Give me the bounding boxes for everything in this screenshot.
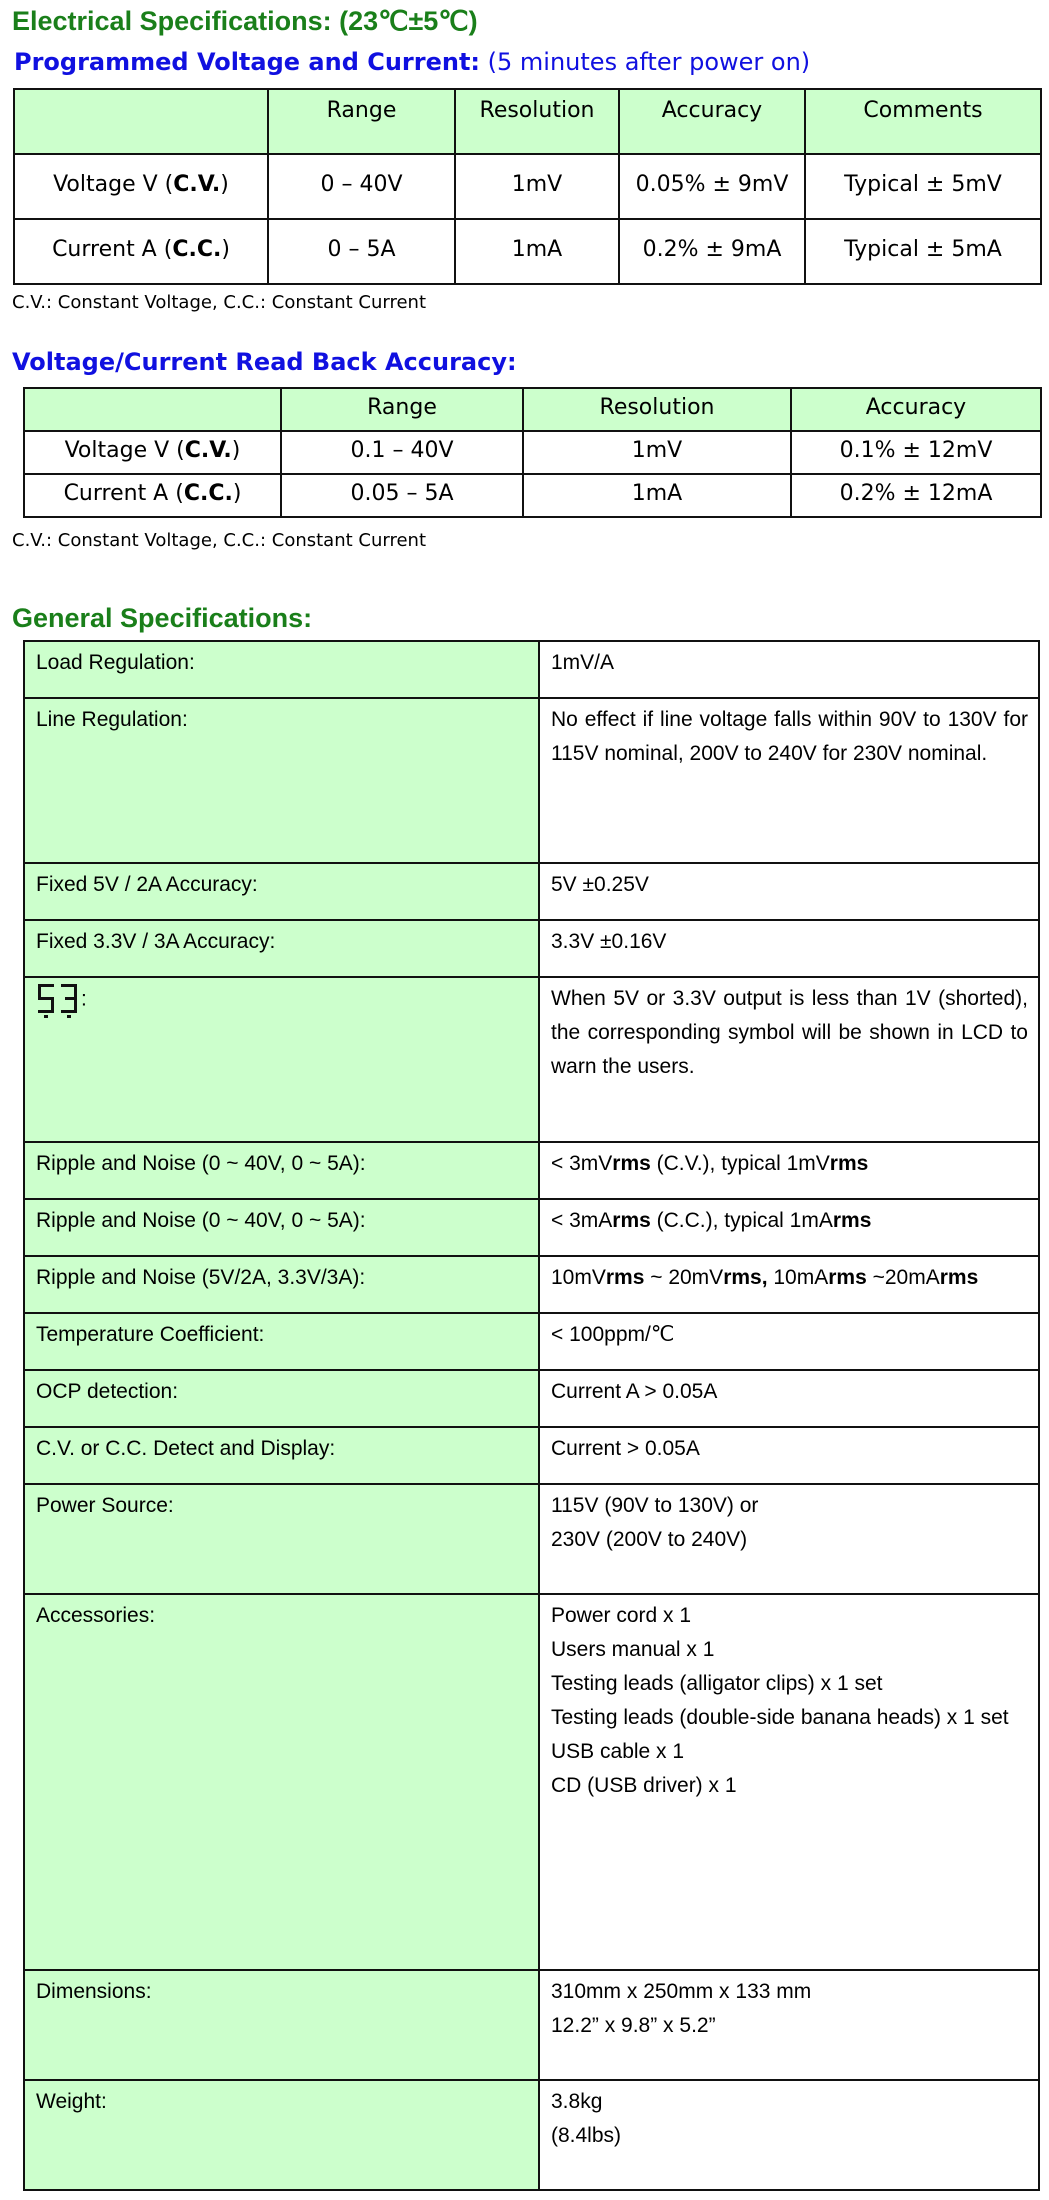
spec-value — [539, 1370, 1039, 1427]
spec-label-text: Ripple and Noise (5V/2A, 3.3V/3A): — [36, 1266, 366, 1289]
spec-label — [24, 1256, 539, 1313]
table-row — [14, 154, 1041, 219]
spec-label-text: Fixed 3.3V / 3A Accuracy: — [36, 930, 276, 953]
header-cell: Resolution — [523, 388, 791, 431]
spec-value-line: 115V (90V to 130V) or — [551, 1494, 759, 1517]
resolution-cell: 1mV — [523, 431, 791, 474]
row-label: Current A (C.C.) — [14, 219, 268, 284]
range-cell: 0 – 5A — [268, 219, 455, 284]
table-header-row — [14, 89, 1041, 154]
spec-label — [24, 1427, 539, 1484]
spec-value-line: 3.8kg — [551, 2090, 603, 2113]
resolution-cell: 1mA — [523, 474, 791, 517]
spec-value — [539, 1427, 1039, 1484]
readback-heading: Voltage/Current Read Back Accuracy: — [12, 348, 517, 376]
spec-value — [539, 1313, 1039, 1370]
resolution-cell: 1mV — [455, 154, 619, 219]
spec-label — [24, 698, 539, 863]
table-row — [24, 1313, 1039, 1370]
spec-label — [24, 1484, 539, 1594]
range-cell: 0.1 – 40V — [281, 431, 523, 474]
spec-value-line: Testing leads (alligator clips) x 1 set — [551, 1672, 883, 1695]
table-row — [24, 2080, 1039, 2190]
accuracy-cell: 0.2% ± 12mA — [791, 474, 1041, 517]
table-row — [24, 474, 1041, 517]
spec-value — [539, 977, 1039, 1142]
row-label: Voltage V (C.V.) — [14, 154, 268, 219]
programmed-footnote: C.V.: Constant Voltage, C.C.: Constant Current — [12, 292, 427, 313]
table-row — [24, 1142, 1039, 1199]
range-cell: 0.05 – 5A — [281, 474, 523, 517]
electrical-spec-heading: Electrical Specifications: (23℃±5℃) — [12, 6, 478, 36]
spec-label — [24, 1313, 539, 1370]
spec-value — [539, 1484, 1039, 1594]
spec-label — [24, 977, 539, 1142]
spec-value — [539, 1199, 1039, 1256]
spec-value-text: 3.3V ±0.16V — [551, 930, 667, 953]
spec-label-text: Fixed 5V / 2A Accuracy: — [36, 873, 258, 896]
table-row — [24, 977, 1039, 1142]
header-cell: Accuracy — [619, 89, 805, 154]
spec-value-text: Current A > 0.05A — [551, 1380, 718, 1403]
header-cell: Range — [268, 89, 455, 154]
spec-label-text: Dimensions: — [36, 1980, 152, 2003]
header-cell — [14, 89, 268, 154]
spec-value-text: 10mVrms ~ 20mVrms, 10mArms ~20mArms — [551, 1266, 979, 1289]
accuracy-cell: 0.2% ± 9mA — [619, 219, 805, 284]
spec-label — [24, 1199, 539, 1256]
spec-value — [539, 641, 1039, 698]
spec-label-text: OCP detection: — [36, 1380, 179, 1403]
spec-value-line: Testing leads (double-side banana heads) x 1 set — [551, 1706, 1009, 1729]
table-row — [24, 1594, 1039, 1970]
general-spec-table — [23, 640, 1040, 2191]
range-cell: 0 – 40V — [268, 154, 455, 219]
spec-label — [24, 1370, 539, 1427]
spec-label — [24, 920, 539, 977]
spec-label-text: Temperature Coefficient: — [36, 1323, 265, 1346]
spec-label — [24, 2080, 539, 2190]
spec-label-text: : — [81, 987, 87, 1011]
table-row — [24, 698, 1039, 863]
spec-label-text: Ripple and Noise (0 ~ 40V, 0 ~ 5A): — [36, 1152, 366, 1175]
programmed-heading-rest: (5 minutes after power on) — [480, 48, 811, 76]
spec-label-text: Power Source: — [36, 1494, 174, 1517]
table-row — [24, 1199, 1039, 1256]
readback-spec-table — [23, 387, 1042, 518]
table-row — [24, 863, 1039, 920]
table-row — [24, 1427, 1039, 1484]
header-cell: Range — [281, 388, 523, 431]
lcd-5-3-symbol-icon — [36, 982, 79, 1018]
accuracy-cell: 0.05% ± 9mV — [619, 154, 805, 219]
row-label: Voltage V (C.V.) — [24, 431, 281, 474]
table-row — [14, 219, 1041, 284]
spec-label — [24, 1594, 539, 1970]
spec-value-text: No effect if line voltage falls within 90V to 130V for 115V nominal, 200V to 240V for 230V nominal. — [551, 708, 1028, 765]
spec-label-text: Ripple and Noise (0 ~ 40V, 0 ~ 5A): — [36, 1209, 366, 1232]
spec-value-line: 310mm x 250mm x 133 mm — [551, 1980, 812, 2003]
programmed-heading — [14, 48, 810, 76]
spec-label — [24, 1142, 539, 1199]
spec-value-line: CD (USB driver) x 1 — [551, 1774, 737, 1797]
programmed-spec-table — [13, 88, 1042, 285]
spec-value-line: Users manual x 1 — [551, 1638, 715, 1661]
spec-label-text: Weight: — [36, 2090, 107, 2113]
spec-value-line: USB cable x 1 — [551, 1740, 685, 1763]
comments-cell: Typical ± 5mV — [805, 154, 1041, 219]
spec-value-text: < 100ppm/℃ — [551, 1323, 675, 1346]
spec-value — [539, 1970, 1039, 2080]
spec-value — [539, 920, 1039, 977]
table-row — [24, 1370, 1039, 1427]
table-row — [24, 641, 1039, 698]
spec-label — [24, 1970, 539, 2080]
spec-label — [24, 863, 539, 920]
spec-value-text: 5V ±0.25V — [551, 873, 649, 896]
spec-value — [539, 1256, 1039, 1313]
spec-value — [539, 1594, 1039, 1970]
spec-value — [539, 2080, 1039, 2190]
programmed-heading-bold: Programmed Voltage and Current: — [14, 48, 481, 76]
table-row — [24, 1256, 1039, 1313]
spec-value — [539, 698, 1039, 863]
header-cell: Resolution — [455, 89, 619, 154]
header-cell — [24, 388, 281, 431]
general-spec-heading: General Specifications: — [12, 603, 313, 633]
spec-value-line: Power cord x 1 — [551, 1604, 692, 1627]
spec-value — [539, 1142, 1039, 1199]
table-row — [24, 1970, 1039, 2080]
spec-label-text: Accessories: — [36, 1604, 156, 1627]
accuracy-cell: 0.1% ± 12mV — [791, 431, 1041, 474]
comments-cell: Typical ± 5mA — [805, 219, 1041, 284]
spec-value-text: Current > 0.05A — [551, 1437, 700, 1460]
header-cell: Comments — [805, 89, 1041, 154]
table-header-row — [24, 388, 1041, 431]
readback-footnote: C.V.: Constant Voltage, C.C.: Constant Current — [12, 530, 427, 551]
row-label: Current A (C.C.) — [24, 474, 281, 517]
spec-value-line: 12.2” x 9.8” x 5.2” — [551, 2014, 716, 2037]
spec-value-line: (8.4lbs) — [551, 2124, 622, 2147]
spec-label-text: Line Regulation: — [36, 708, 188, 731]
table-row — [24, 431, 1041, 474]
spec-value-text: When 5V or 3.3V output is less than 1V (shorted), the corresponding symbol will be shown in LCD to warn the users. — [551, 987, 1028, 1078]
spec-label — [24, 641, 539, 698]
spec-value-text: < 3mVrms (C.V.), typical 1mVrms — [551, 1152, 869, 1175]
spec-value-text: 1mV/A — [551, 651, 615, 674]
table-row — [24, 1484, 1039, 1594]
spec-value — [539, 863, 1039, 920]
spec-label-text: C.V. or C.C. Detect and Display: — [36, 1437, 336, 1460]
resolution-cell: 1mA — [455, 219, 619, 284]
table-row — [24, 920, 1039, 977]
spec-value-line: 230V (200V to 240V) — [551, 1528, 748, 1551]
header-cell: Accuracy — [791, 388, 1041, 431]
spec-value-text: < 3mArms (C.C.), typical 1mArms — [551, 1209, 872, 1232]
spec-label-text: Load Regulation: — [36, 651, 195, 674]
